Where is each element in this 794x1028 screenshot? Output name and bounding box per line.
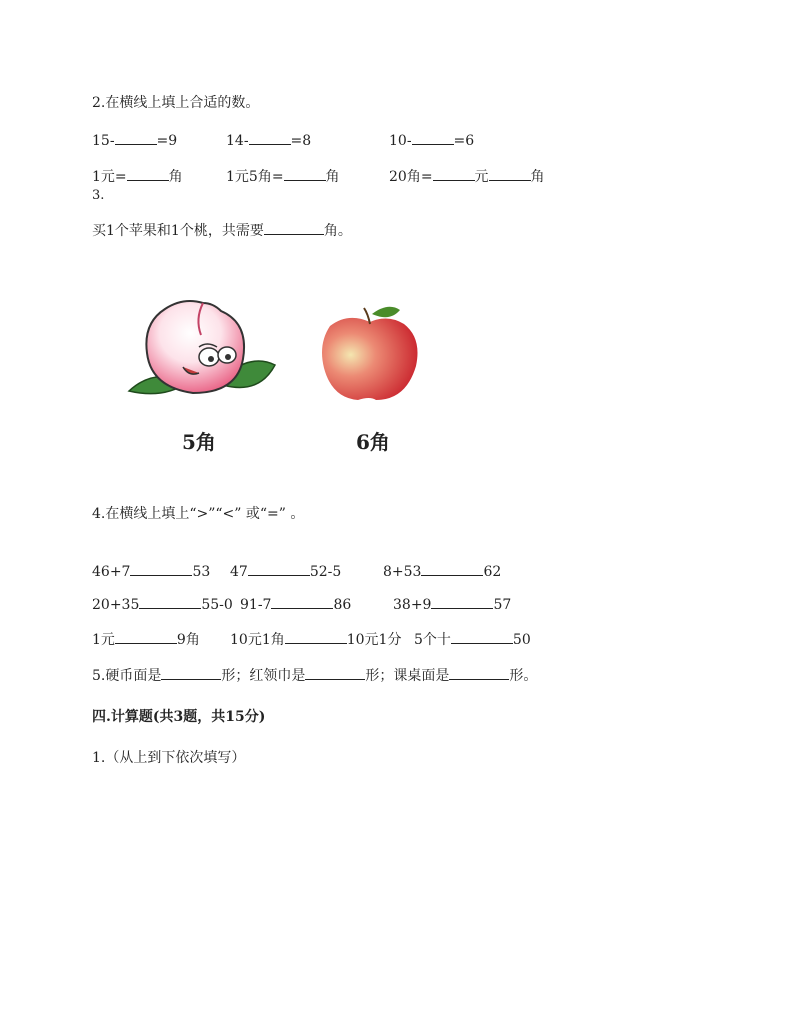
q5-part: 形；课桌面是 [365,668,450,684]
q2-item-4-post: 角 [168,169,183,185]
q4-left: 8+53 [383,564,422,580]
q4-item [414,631,531,648]
section4-q1: 1.（从上到下依次填写） [92,750,246,766]
answer-blank[interactable] [489,168,531,181]
answer-blank[interactable] [421,563,483,576]
q5-line [92,667,537,684]
q4-left: 91-7 [240,597,272,613]
q2-item-5 [226,168,340,185]
q2-item-4-pre: 1元= [92,169,127,185]
q4-left: 47 [230,564,248,580]
q4-left: 5个十 [414,632,451,648]
q5-part: 形；红领巾是 [221,668,306,684]
q2-item-2-pre: 14- [226,133,249,149]
peach-price: 5角 [182,430,216,454]
answer-blank[interactable] [115,631,177,644]
answer-blank[interactable] [264,222,324,235]
q2-item-6 [389,168,545,185]
answer-blank[interactable] [449,667,509,680]
q2-item-6-pre: 20角= [389,169,433,185]
answer-blank[interactable] [115,132,157,145]
answer-blank[interactable] [139,596,201,609]
section-heading: 四.计算题(共3题，共15分) [92,709,266,725]
answer-blank[interactable] [412,132,454,145]
q2-item-3-pre: 10- [389,133,412,149]
q4-right: 9角 [176,632,200,648]
q5-part: 形。 [509,668,538,684]
answer-blank[interactable] [431,596,493,609]
q4-left: 38+9 [393,597,432,613]
q2-item-5-pre: 1元5角= [226,169,284,185]
q4-right: 50 [512,632,531,648]
answer-blank[interactable] [433,168,475,181]
answer-blank[interactable] [248,563,310,576]
apple-image [318,300,423,405]
q4-left: 1元 [92,632,115,648]
q4-left: 20+35 [92,597,140,613]
answer-blank[interactable] [285,631,347,644]
q2-item-1-post: =9 [156,133,178,149]
q4-item [92,596,233,613]
answer-blank[interactable] [284,168,326,181]
q4-item [240,596,351,613]
q4-title: 4.在横线上填上“>”“<” 或“=” 。 [92,506,305,522]
q2-item-5-post: 角 [325,169,340,185]
q4-right: 53 [192,564,211,580]
answer-blank[interactable] [130,563,192,576]
q2-item-6-mid: 元 [474,169,489,185]
q4-item [92,563,210,580]
q2-item-3-post: =6 [453,133,475,149]
q4-left: 46+7 [92,564,131,580]
q2-item-1-pre: 15- [92,133,115,149]
q4-right: 86 [333,597,352,613]
q4-right: 52-5 [309,564,342,580]
q2-item-2-post: =8 [290,133,312,149]
q2-item-2 [226,132,311,149]
q2-item-6-post: 角 [530,169,545,185]
q2-item-4 [92,168,183,185]
q4-right: 57 [493,597,512,613]
q4-left: 10元1角 [230,632,285,648]
apple-price: 6角 [356,430,390,454]
q4-item [230,563,341,580]
q4-right: 10元1分 [346,632,402,648]
answer-blank[interactable] [305,667,365,680]
answer-blank[interactable] [271,596,333,609]
q4-item [383,563,501,580]
answer-blank[interactable] [127,168,169,181]
q4-item [230,631,401,648]
q2-item-1 [92,132,177,149]
q2-item-3 [389,132,474,149]
q3-text-post: 角。 [323,223,352,239]
answer-blank[interactable] [161,667,221,680]
q2-title: 2.在横线上填上合适的数。 [92,95,260,111]
q3-text-pre: 买1个苹果和1个桃，共需要 [92,223,264,239]
q3-text [92,222,352,239]
q4-item [92,631,200,648]
q5-part: 5.硬币面是 [92,668,162,684]
q3-number: 3. [92,188,105,203]
q4-right: 62 [483,564,502,580]
peach-image [125,295,277,410]
answer-blank[interactable] [249,132,291,145]
q4-item [393,596,511,613]
q4-right: 55-0 [201,597,233,613]
answer-blank[interactable] [451,631,513,644]
